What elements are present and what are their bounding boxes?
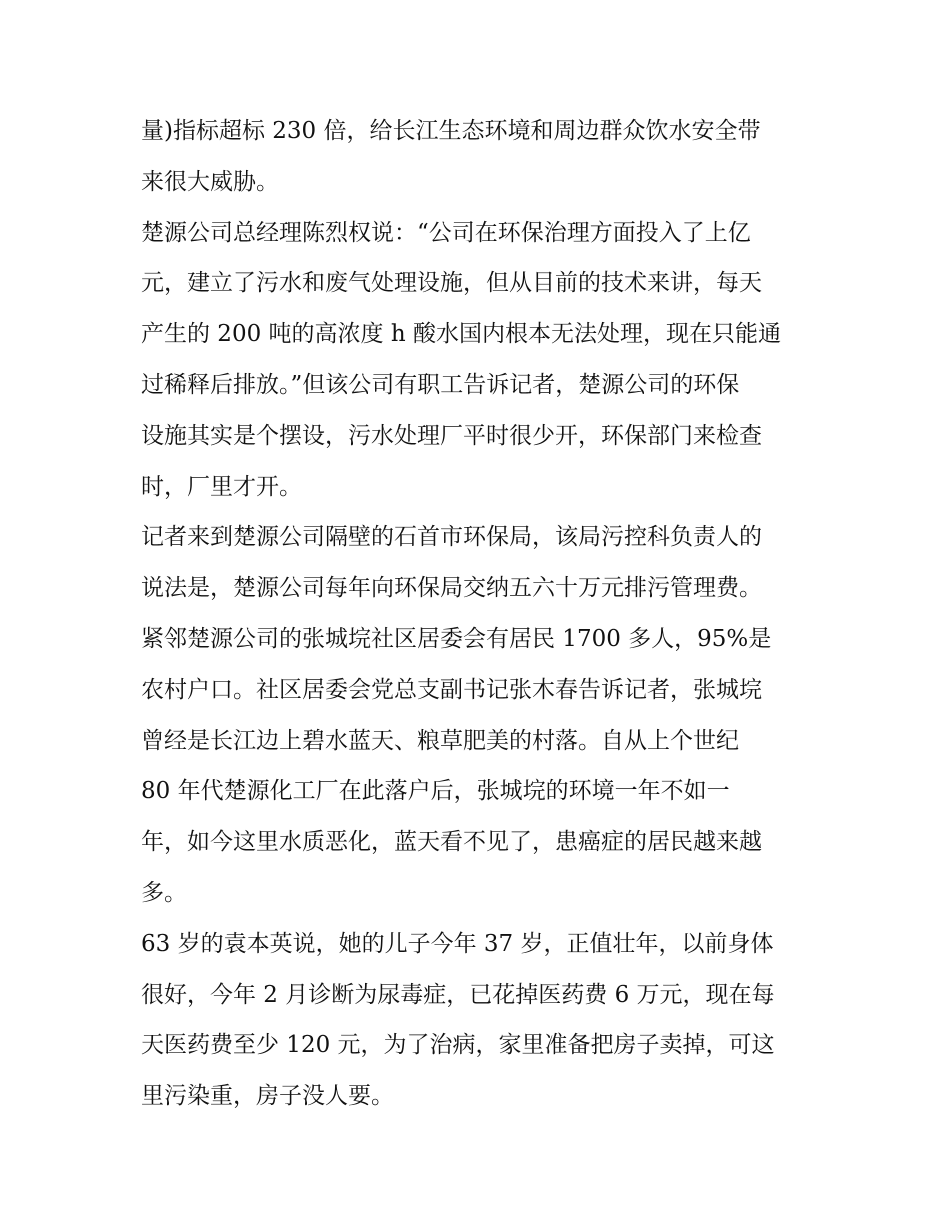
text-line: 63 岁的袁本英说，她的儿子今年 37 岁，正值壮年，以前身体 [141, 930, 774, 957]
text-line: 产生的 200 吨的高浓度 h 酸水国内根本无法处理，现在只能通 [141, 321, 781, 348]
text-line: 量)指标超标 230 倍，给长江生态环境和周边群众饮水安全带 [141, 118, 761, 144]
text-line: 说法是，楚源公司每年向环保局交纳五六十万元排污管理费。 [141, 575, 762, 602]
text-line: 设施其实是个摆设，污水处理厂平时很少开，环保部门来检查 [141, 422, 762, 449]
text-line: 紧邻楚源公司的张城垸社区居委会有居民 1700 多人，95%是 [141, 625, 772, 652]
text-line: 80 年代楚源化工厂在此落户后，张城垸的环境一年不如一 [141, 778, 730, 805]
text-line: 元，建立了污水和废气处理设施，但从目前的技术来讲，每天 [141, 270, 762, 297]
text-line: 楚源公司总经理陈烈权说：“公司在环保治理方面投入了上亿 [141, 219, 751, 246]
text-line: 时，厂里才开。 [141, 473, 302, 500]
text-line: 天医药费至少 120 元，为了治病，家里准备把房子卖掉，可这 [141, 1032, 775, 1059]
text-line: 很好，今年 2 月诊断为尿毒症，已花掉医药费 6 万元，现在每 [141, 981, 775, 1008]
text-line: 里污染重，房子没人要。 [141, 1083, 394, 1110]
article-body [141, 106, 821, 1122]
text-line: 记者来到楚源公司隔壁的石首市环保局，该局污控科负责人的 [141, 524, 762, 551]
text-line: 曾经是长江边上碧水蓝天、粮草肥美的村落。自从上个世纪 [141, 727, 739, 754]
text-line: 农村户口。社区居委会党总支副书记张木春告诉记者，张城垸 [141, 676, 762, 703]
text-line: 来很大威胁。 [141, 168, 279, 195]
text-line: 过稀释后排放。”但该公司有职工告诉记者，楚源公司的环保 [141, 371, 740, 398]
text-line: 多。 [141, 879, 187, 906]
text-line: 年，如今这里水质恶化，蓝天看不见了，患癌症的居民越来越 [141, 829, 762, 856]
